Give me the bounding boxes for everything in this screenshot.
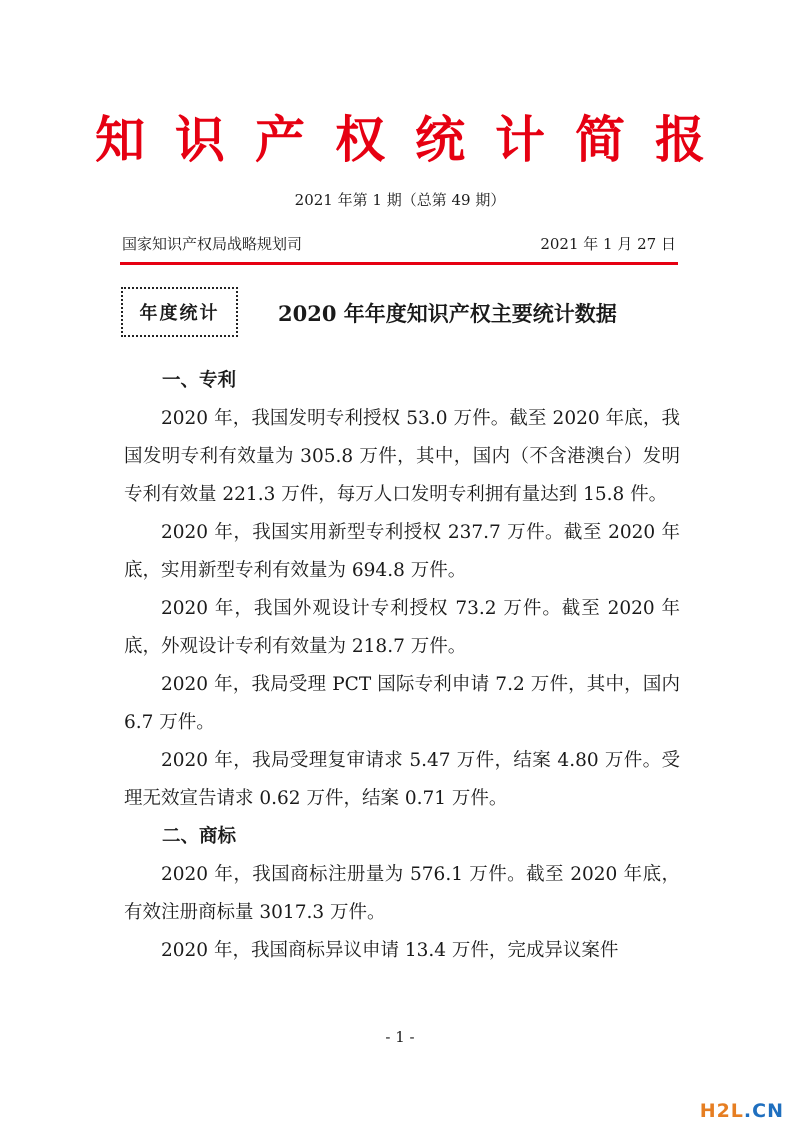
section-heading-trademarks: 二、商标 (162, 826, 237, 847)
paragraph: 2020 年，我国外观设计专利授权 73.2 万件。截至 2020 年底，外观设计专利有效量为 218.7 万件。 (124, 598, 680, 657)
watermark-part-a: H2L (699, 1100, 744, 1122)
document-body (124, 362, 680, 970)
paragraph: 2020 年，我局受理复审请求 5.47 万件，结案 4.80 万件。受理无效宣告请求 0.62 万件，结案 0.71 万件。 (124, 750, 680, 809)
site-watermark[interactable] (700, 1100, 784, 1122)
issue-number: 2021 年第 1 期（总第 49 期） (294, 191, 506, 209)
paragraph: 2020 年，我国实用新型专利授权 237.7 万件。截至 2020 年底，实用新型专利有效量为 694.8 万件。 (124, 522, 680, 581)
section-heading-patents: 一、专利 (162, 370, 237, 391)
paragraph: 2020 年，我国发明专利授权 53.0 万件。截至 2020 年底，我国发明专利有效量为 305.8 万件，其中，国内（不含港澳台）发明专利有效量 221.3 万件，每万人口发明专利拥有量达到 15.8 件。 (124, 408, 680, 505)
paragraph: 2020 年，我国商标异议申请 13.4 万件，完成异议案件 (161, 940, 619, 961)
paragraph: 2020 年，我国商标注册量为 576.1 万件。截至 2020 年底，有效注册商标量 3017.3 万件。 (124, 864, 680, 923)
issuing-organization: 国家知识产权局战略规划司 (122, 235, 303, 253)
publication-date: 2021 年 1 月 27 日 (540, 235, 676, 253)
paragraph: 2020 年，我局受理 PCT 国际专利申请 7.2 万件，其中，国内 6.7 万件。 (124, 674, 680, 733)
category-tag: 年度统计 (121, 287, 238, 337)
watermark-part-b: .CN (743, 1100, 784, 1122)
page-number: - 1 - (385, 1028, 415, 1046)
document-title: 2020 年年度知识产权主要统计数据 (278, 301, 617, 326)
masthead-title: 知识产权统计简报 (95, 110, 735, 169)
header-rule (120, 262, 678, 265)
